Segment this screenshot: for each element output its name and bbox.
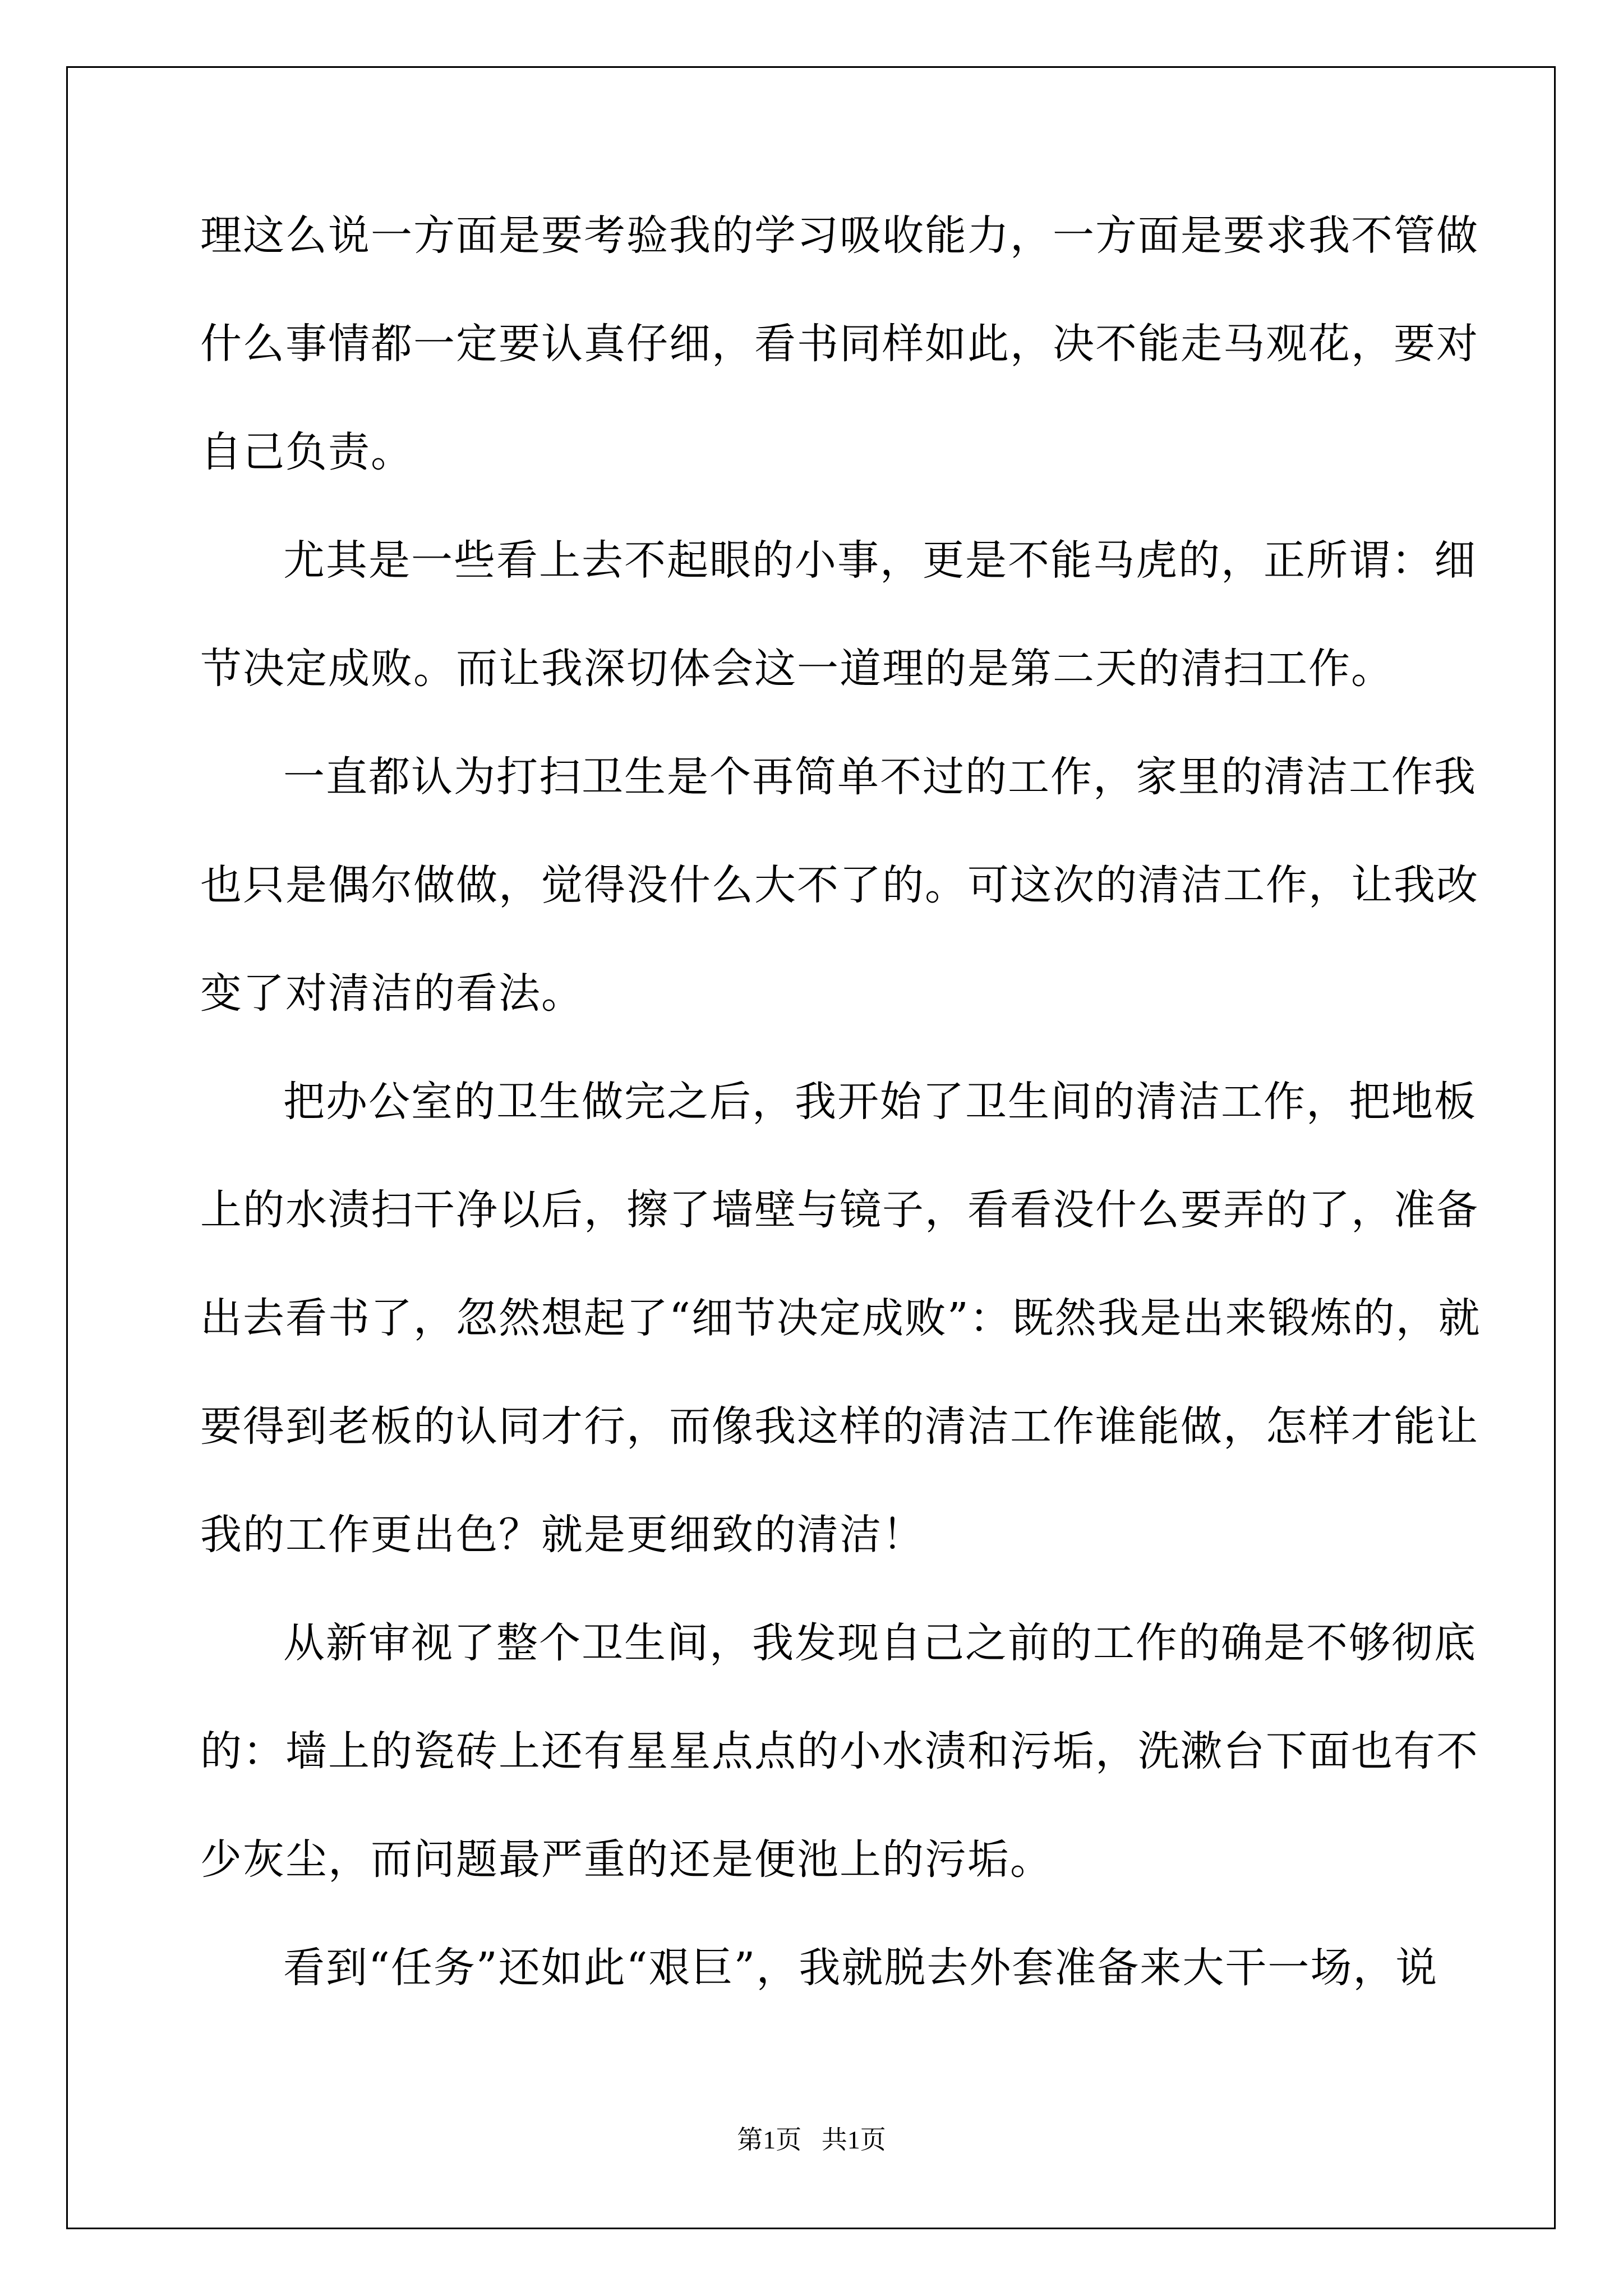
text-line: 少灰尘，而问题最严重的还是便池上的污垢。 [200, 1835, 1053, 1884]
text-line: 出去看书了，忽然想起了“细节决定成败”：既然我是出来锻炼的，就 [200, 1294, 1481, 1342]
text-line: 什么事情都一定要认真仔细，看书同样如此，决不能走马观花，要对 [200, 320, 1479, 368]
text-line: 变了对清洁的看法。 [200, 969, 584, 1018]
page-border [66, 66, 1556, 2229]
paragraph-first-line: 看到“任务”还如此“艰巨”，我就脱去外套准备来大干一场，说 [283, 1944, 1438, 1992]
text-line: 要得到老板的认同才行，而像我这样的清洁工作谁能做，怎样才能让 [200, 1402, 1479, 1451]
paragraph-first-line: 从新审视了整个卫生间，我发现自己之前的工作的确是不够彻底 [283, 1619, 1477, 1667]
text-line: 也只是偶尔做做，觉得没什么大不了的。可这次的清洁工作，让我改 [200, 861, 1479, 909]
text-line: 的：墙上的瓷砖上还有星星点点的小水渍和污垢，洗漱台下面也有不 [200, 1727, 1479, 1775]
text-line: 节决定成败。而让我深切体会这一道理的是第二天的清扫工作。 [200, 645, 1394, 693]
page-total: 共1页 [821, 2125, 886, 2154]
text-line: 自己负责。 [200, 428, 413, 476]
text-line: 上的水渍扫干净以后，擦了墙壁与镜子，看看没什么要弄的了，准备 [200, 1186, 1479, 1234]
text-line: 我的工作更出色？就是更细致的清洁！ [200, 1511, 925, 1559]
page-number: 第1页 [737, 2125, 802, 2154]
page-footer [0, 2123, 1623, 2157]
paragraph-first-line: 尤其是一些看上去不起眼的小事，更是不能马虎的，正所谓：细 [283, 536, 1477, 585]
paragraph-first-line: 一直都认为打扫卫生是个再简单不过的工作，家里的清洁工作我 [283, 753, 1477, 801]
text-line: 理这么说一方面是要考验我的学习吸收能力，一方面是要求我不管做 [200, 211, 1479, 260]
paragraph-first-line: 把办公室的卫生做完之后，我开始了卫生间的清洁工作，把地板 [283, 1078, 1477, 1126]
